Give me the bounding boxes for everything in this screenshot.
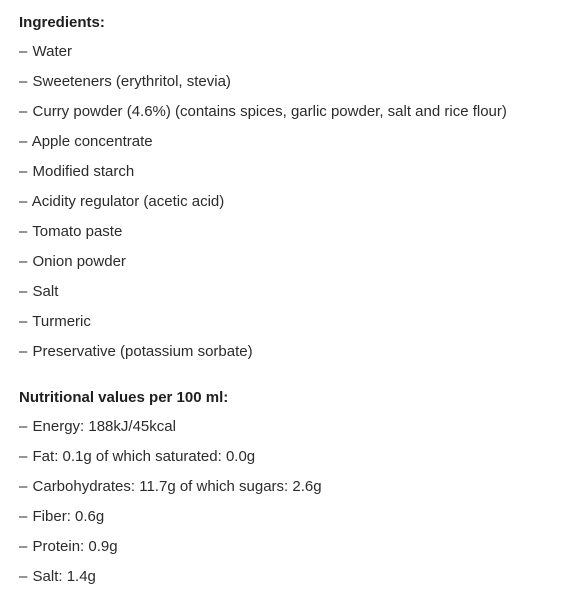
nutrition-text: Protein: 0.9g [32, 538, 118, 555]
ingredient-text: Water [32, 43, 72, 60]
ingredient-text: Turmeric [32, 313, 91, 330]
nutrition-heading: Nutritional values per 100 ml: [19, 389, 229, 406]
dash: – [19, 43, 28, 60]
ingredient-text: Tomato paste [32, 223, 123, 240]
ingredient-text: Sweeteners (erythritol, stevia) [32, 73, 231, 90]
ingredients-heading: Ingredients: [19, 14, 105, 31]
nutrition-item [19, 412, 578, 442]
ingredient-item [19, 157, 578, 187]
ingredient-text: Apple concentrate [31, 133, 153, 150]
ingredient-item [19, 247, 578, 277]
dash: – [19, 478, 28, 495]
nutrition-item [19, 472, 578, 502]
dash: – [19, 538, 28, 555]
ingredient-item [19, 127, 578, 157]
dash: – [19, 568, 28, 585]
ingredient-text: Acidity regulator (acetic acid) [31, 193, 225, 210]
dash: – [19, 103, 28, 120]
dash: – [19, 343, 28, 360]
nutrition-text: Fiber: 0.6g [32, 508, 105, 525]
nutrition-text: Fat: 0.1g of which saturated: 0.0g [32, 448, 256, 465]
nutrition-text: Carbohydrates: 11.7g of which sugars: 2.6g [32, 478, 322, 495]
dash: – [19, 508, 28, 525]
ingredient-item [19, 277, 578, 307]
nutrition-item [19, 562, 578, 592]
nutrition-list [19, 412, 578, 592]
ingredient-item [19, 187, 578, 217]
dash: – [19, 73, 28, 90]
dash: – [19, 418, 28, 435]
nutrition-text: Salt: 1.4g [32, 568, 96, 585]
dash: – [19, 163, 28, 180]
dash: – [19, 133, 28, 150]
ingredient-item [19, 337, 578, 367]
dash: – [19, 448, 28, 465]
ingredient-text: Modified starch [32, 163, 135, 180]
ingredient-item [19, 307, 578, 337]
ingredient-text: Curry powder (4.6%) (contains spices, garlic powder, salt and rice flour) [32, 103, 507, 120]
dash: – [19, 193, 28, 210]
dash: – [19, 223, 28, 240]
dash: – [19, 313, 28, 330]
dash: – [19, 253, 28, 270]
section-spacer [19, 367, 578, 387]
ingredient-item [19, 217, 578, 247]
nutrition-item [19, 532, 578, 562]
ingredient-item [19, 97, 578, 127]
nutrition-text: Energy: 188kJ/45kcal [32, 418, 176, 435]
ingredients-list [19, 37, 578, 367]
nutrition-item [19, 442, 578, 472]
ingredient-text: Salt [32, 283, 59, 300]
ingredient-text: Preservative (potassium sorbate) [32, 343, 253, 360]
ingredient-item [19, 67, 578, 97]
ingredient-text: Onion powder [32, 253, 126, 270]
nutrition-item [19, 502, 578, 532]
dash: – [19, 283, 28, 300]
ingredient-item [19, 37, 578, 67]
